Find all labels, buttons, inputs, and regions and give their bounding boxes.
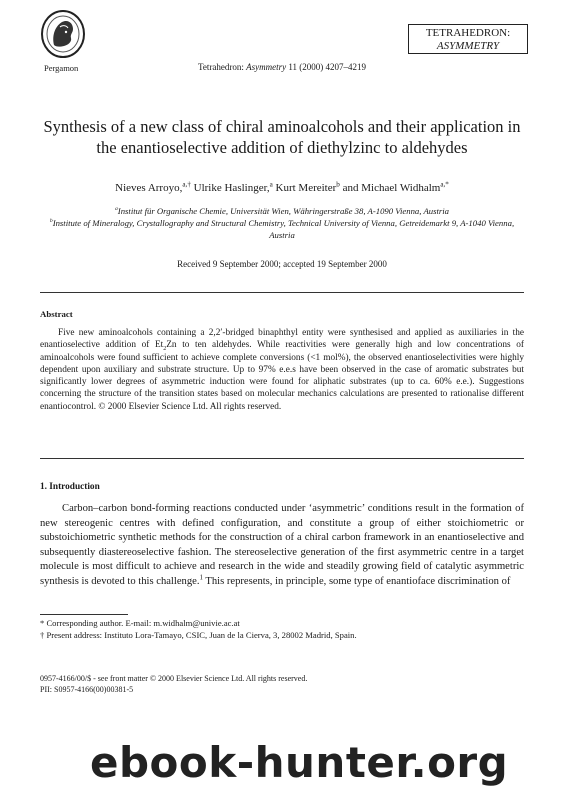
footnote-rule [40, 614, 128, 615]
section-heading-introduction: 1. Introduction [40, 482, 100, 492]
front-matter-pii: PII: S0957-4166(00)00381-5 [40, 684, 134, 694]
received-dates: Received 9 September 2000; accepted 19 September 2000 [177, 259, 387, 269]
divider-abstract [40, 458, 524, 459]
journal-brand-box [408, 24, 528, 54]
author-4: and Michael Widhalm [339, 182, 441, 194]
affiliation-b: $^b$Institute of Mineralogy, Crystallography and Structural Chemistry, Technical University of Vienna, Getreidemarkt 9, A-1040 Vienna, Austria [49, 218, 515, 240]
abstract-text: Five new aminoalcohols containing a 2,2′-bridged binaphthyl entity were synthesised and applied as auxiliaries in the enantioselective addition of $Et_2Zn$ to ten aldehydes. While reactivities were generally high and low concentrations of aminoalcohols were found sufficient to achieve complete conversions (<1 mol%), the observed enantioselectivities were highly dependent upon auxiliary and substrate structure. Up to 97% e.e.s have been observed in the case of aromatic substrates but significantly lower degrees of asymmetric induction were found for aliphatic substrates (up to ca. 60% e.e.). Suggestions concerning the structure of the transition states based on molecular mechanics calculations are presented to rationalise different enantiocontrol. © 2000 Elsevier Science Ltd. All rights reserved. [40, 328, 524, 412]
footnote-present-address: † Present address: Instituto Lora-Tamayo, CSIC, Juan de la Cierva, 3, 28002 Madrid, Spain. [40, 630, 357, 640]
divider-top [40, 292, 524, 293]
front-matter [40, 674, 307, 695]
abstract-heading: Abstract [40, 309, 73, 319]
publisher-name: Pergamon [44, 63, 79, 73]
author-list: Nieves Arroyo,$^{a,\dagger}$ Ulrike Haslinger,$^a$ Kurt Mereiter$^b$ and Michael Widhalm$^{a,*}$ [115, 180, 449, 194]
author-1: Nieves Arroyo, [115, 182, 183, 194]
publisher-logo [40, 9, 86, 59]
watermark-text: ebook-hunter.org [90, 738, 509, 787]
brand-line-1: TETRAHEDRON: [425, 27, 511, 39]
brand-line-2: ASYMMETRY [436, 40, 500, 52]
article-title: Synthesis of a new class of chiral aminoalcohols and their application in the enantioselective addition of diethylzinc to aldehydes [43, 117, 521, 157]
affiliation-a: $^a$Institut für Organische Chemie, Universität Wien, Währingerstraße 38, A-1090 Vienna, Austria [114, 206, 450, 216]
front-matter-line-1: 0957-4166/00/$ - see front matter © 2000 Elsevier Science Ltd. All rights reserved. [40, 674, 308, 683]
affiliations [40, 205, 524, 241]
footnote-corresponding: * Corresponding author. E-mail: m.widhalm@univie.ac.at [40, 618, 240, 628]
author-3: Kurt Mereiter [272, 182, 337, 194]
journal-citation: Tetrahedron: Asymmetry 11 (2000) 4207–4219 [197, 62, 367, 72]
introduction-text: Carbon–carbon bond-forming reactions conducted under ‘asymmetric’ conditions result in the formation of new stereogenic centres with defined configuration, and constitute a group of either stoichiometric or substoichiometric synthetic methods for the construction of a chiral carbon framework in an enantioselective and subsequently diastereoselective fashion. The stereoselective generation of the first asymmetric centre in a target molecule is most difficult to achieve and research in the wide and steadily growing field of catalytic asymmetric synthesis is devoted to this challenge.$^1$ This represents, in principle, some type of enantioface discrimination of [40, 503, 524, 587]
author-2: Ulrike Haslinger, [190, 182, 270, 194]
